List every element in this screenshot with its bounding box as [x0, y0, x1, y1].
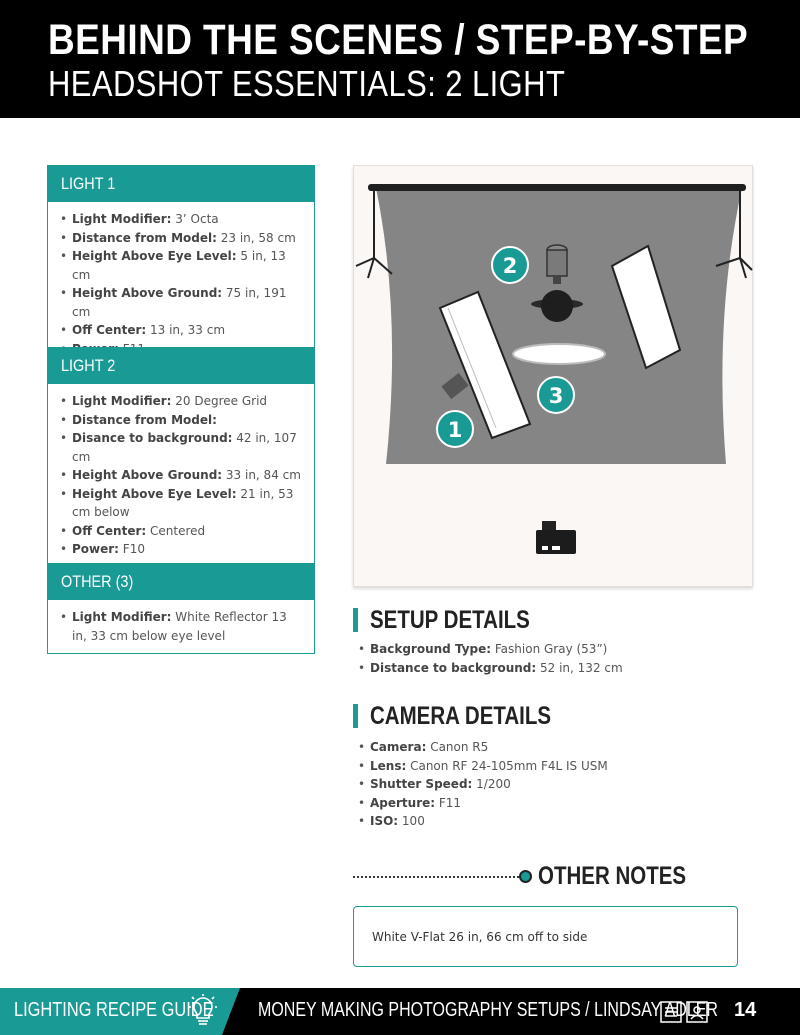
- list-item: • Distance from Model: 23 in, 58 cm: [60, 229, 304, 248]
- list-item: • Height Above Ground: 75 in, 191 cm: [60, 284, 304, 321]
- other-list: [48, 600, 314, 653]
- page-header: [0, 0, 800, 118]
- svg-text:2: 2: [502, 254, 518, 278]
- light1-heading: LIGHT 1: [61, 174, 116, 193]
- page-subtitle: HEADSHOT ESSENTIALS: 2 LIGHT: [48, 63, 566, 104]
- lightbulb-icon: [188, 994, 218, 1030]
- other-heading: OTHER (3): [61, 572, 134, 591]
- list-item: • Light Modifier: White Reflector 13 in, 33 cm below eye level: [60, 608, 304, 645]
- notes-text: White V-Flat 26 in, 66 cm off to side: [372, 929, 588, 944]
- list-item: • Camera: Canon R5: [358, 738, 608, 757]
- list-item: • Aperture: F11: [358, 794, 608, 813]
- image-icon[interactable]: [686, 1001, 708, 1023]
- list-item: • Disance to background: 42 in, 107 cm: [60, 429, 304, 466]
- list-item: • Distance from Model:: [60, 411, 304, 430]
- notes-heading: OTHER NOTES: [538, 862, 687, 890]
- setup-heading: SETUP DETAILS: [353, 607, 565, 633]
- list-item: • Light Modifier: 20 Degree Grid: [60, 392, 304, 411]
- light1-box: [47, 165, 315, 367]
- list-item: • Height Above Ground: 33 in, 84 cm: [60, 466, 304, 485]
- list-item: • Power: F10: [60, 540, 304, 559]
- light1-list: [48, 202, 314, 366]
- list-item: • ISO: 100: [358, 812, 608, 831]
- list-icon[interactable]: [660, 1001, 682, 1023]
- other-box: [47, 563, 315, 654]
- lighting-diagram-svg: [354, 166, 754, 588]
- page-footer: [0, 988, 800, 1035]
- list-item: • Height Above Eye Level: 5 in, 13 cm: [60, 247, 304, 284]
- svg-text:3: 3: [548, 384, 564, 408]
- footer-guide-title: LIGHTING RECIPE GUIDE: [14, 999, 214, 1021]
- marker-2: [492, 247, 528, 283]
- list-item: • Height Above Eye Level: 21 in, 53 cm below: [60, 485, 304, 522]
- camera-icon: [536, 521, 576, 554]
- lighting-diagram: [353, 165, 753, 587]
- notes-box: [353, 906, 738, 967]
- reflector: [513, 344, 605, 364]
- list-item: • Off Center: 13 in, 33 cm: [60, 321, 304, 340]
- list-item: • Light Modifier: 3’ Octa: [60, 210, 304, 229]
- light2-box: [47, 347, 315, 568]
- backdrop: [376, 188, 742, 464]
- list-item: • Shutter Speed: 1/200: [358, 775, 608, 794]
- notes-dot: [519, 870, 532, 883]
- notes-divider: [353, 876, 523, 878]
- svg-text:1: 1: [447, 418, 463, 442]
- marker-1: [437, 411, 473, 447]
- list-item: • Distance to background: 52 in, 132 cm: [358, 659, 623, 678]
- page-number: 14: [734, 999, 757, 1021]
- marker-3: [538, 377, 574, 413]
- list-item: • Lens: Canon RF 24-105mm F4L IS USM: [358, 757, 608, 776]
- list-item: • Background Type: Fashion Gray (53”): [358, 640, 623, 659]
- footer-tagline: MONEY MAKING PHOTOGRAPHY SETUPS / LINDSAY ADLER: [258, 999, 718, 1021]
- camera-heading: CAMERA DETAILS: [353, 703, 591, 729]
- page-title: BEHIND THE SCENES / STEP-BY-STEP: [48, 16, 749, 64]
- light2-heading: LIGHT 2: [61, 356, 116, 375]
- setup-list: [358, 640, 623, 677]
- crossbar: [368, 184, 746, 191]
- light2-list: [48, 384, 314, 567]
- list-item: • Off Center: Centered: [60, 522, 304, 541]
- camera-list: [358, 738, 608, 831]
